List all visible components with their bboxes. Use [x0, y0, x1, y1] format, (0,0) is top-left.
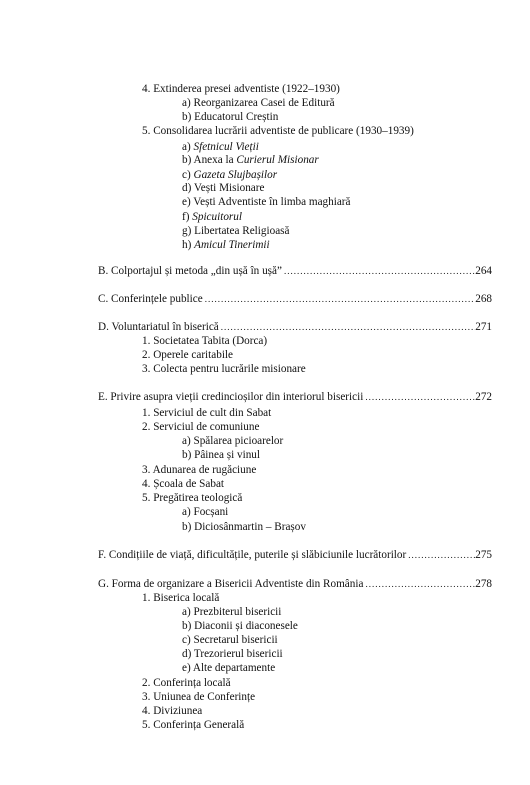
toc-entry: [182, 140, 259, 154]
toc-entry: 1. Serviciul de cult din Sabat: [142, 407, 272, 419]
toc-section-f: [98, 548, 492, 562]
toc-entry: 5. Consolidarea lucrării adventiste de publicare (1930–1939): [142, 125, 414, 137]
toc-entry: [182, 210, 242, 224]
toc-entry: a) Spălarea picioarelor: [182, 435, 284, 447]
toc-entry: a) Focșani: [182, 506, 229, 518]
leader-dots: [363, 577, 475, 591]
toc-entry: 4. Extinderea presei adventiste (1922–1930): [142, 83, 340, 95]
section-title: G. Forma de organizare a Bisericii Adventiste din România: [98, 578, 364, 590]
toc-entry: a) Reorganizarea Casei de Editură: [182, 97, 335, 109]
toc-entry-prefix: f): [182, 211, 193, 223]
page-number: 271: [475, 321, 492, 333]
toc-entry: [182, 168, 277, 182]
section-title: B. Colportajul și metoda „din ușă în ușă”: [98, 265, 282, 277]
toc-entry: g) Libertatea Religioasă: [182, 225, 290, 237]
section-title: D. Voluntariatul în biserică: [98, 321, 219, 333]
toc-entry: 3. Uniunea de Conferințe: [142, 691, 256, 703]
toc-entry-prefix: a): [182, 141, 194, 153]
toc-entry: b) Diciosânmartin – Brașov: [182, 521, 306, 533]
leader-dots: [282, 264, 475, 278]
page-number: 278: [475, 578, 492, 590]
toc-entry: e) Alte departamente: [182, 662, 276, 674]
toc-entry: d) Vești Misionare: [182, 182, 265, 194]
toc-entry: 4. Diviziunea: [142, 705, 203, 717]
leader-dots: [406, 548, 475, 562]
toc-entry: 2. Serviciul de comuniune: [142, 421, 260, 433]
toc-entry: 5. Pregătirea teologică: [142, 492, 243, 504]
toc-section-e: [98, 390, 492, 404]
section-title: E. Privire asupra vieții credincioșilor din interiorul bisericii: [98, 391, 364, 403]
toc-entry-title: Curierul Misionar: [236, 154, 319, 166]
toc-entry: 5. Conferința Generală: [142, 719, 245, 731]
toc-entry-prefix: c): [182, 169, 194, 181]
toc-section-b: [98, 264, 492, 278]
toc-section-d: [98, 320, 492, 334]
toc-entry: c) Secretarul bisericii: [182, 634, 278, 646]
toc-entry: a) Prezbiterul bisericii: [182, 606, 282, 618]
toc-entry: 3. Colecta pentru lucrările misionare: [142, 363, 306, 375]
section-title: F. Condițiile de viață, dificultățile, puterile și slăbiciunile lucrătorilor: [98, 549, 407, 561]
toc-entry: [182, 153, 319, 167]
toc-entry-title: Amicul Tinerimii: [194, 239, 270, 251]
page-number: 268: [475, 293, 492, 305]
page-number: 264: [475, 265, 492, 277]
toc-entry: b) Educatorul Creștin: [182, 111, 279, 123]
toc-entry-title: Gazeta Slujbașilor: [193, 169, 278, 181]
toc-entry: 2. Operele caritabile: [142, 349, 234, 361]
toc-entry: 2. Conferința locală: [142, 677, 231, 689]
leader-dots: [219, 320, 475, 334]
toc-entry-title: Sfetnicul Vieții: [193, 141, 259, 153]
toc-entry: e) Vești Adventiste în limba maghiară: [182, 196, 351, 208]
toc-entry: b) Diaconii și diaconesele: [182, 620, 298, 632]
toc-section-c: [98, 292, 492, 306]
toc-section-g: [98, 577, 492, 591]
leader-dots: [363, 390, 475, 404]
page-number: 272: [475, 391, 492, 403]
toc-entry-prefix: b) Anexa la: [182, 154, 237, 166]
toc-entry: 1. Biserica locală: [142, 592, 220, 604]
toc-entry: b) Pâinea și vinul: [182, 449, 260, 461]
leader-dots: [203, 292, 476, 306]
toc-entry: d) Trezorierul bisericii: [182, 648, 283, 660]
toc-entry-prefix: h): [182, 239, 195, 251]
toc-entry: 3. Adunarea de rugăciune: [142, 464, 257, 476]
toc-entry-title: Spicuitorul: [192, 211, 242, 223]
toc-entry: 1. Societatea Tabita (Dorca): [142, 335, 268, 347]
toc-entry: 4. Școala de Sabat: [142, 478, 225, 490]
page-number: 275: [475, 549, 492, 561]
toc-entry: [182, 238, 270, 252]
section-title: C. Conferințele publice: [98, 293, 203, 305]
